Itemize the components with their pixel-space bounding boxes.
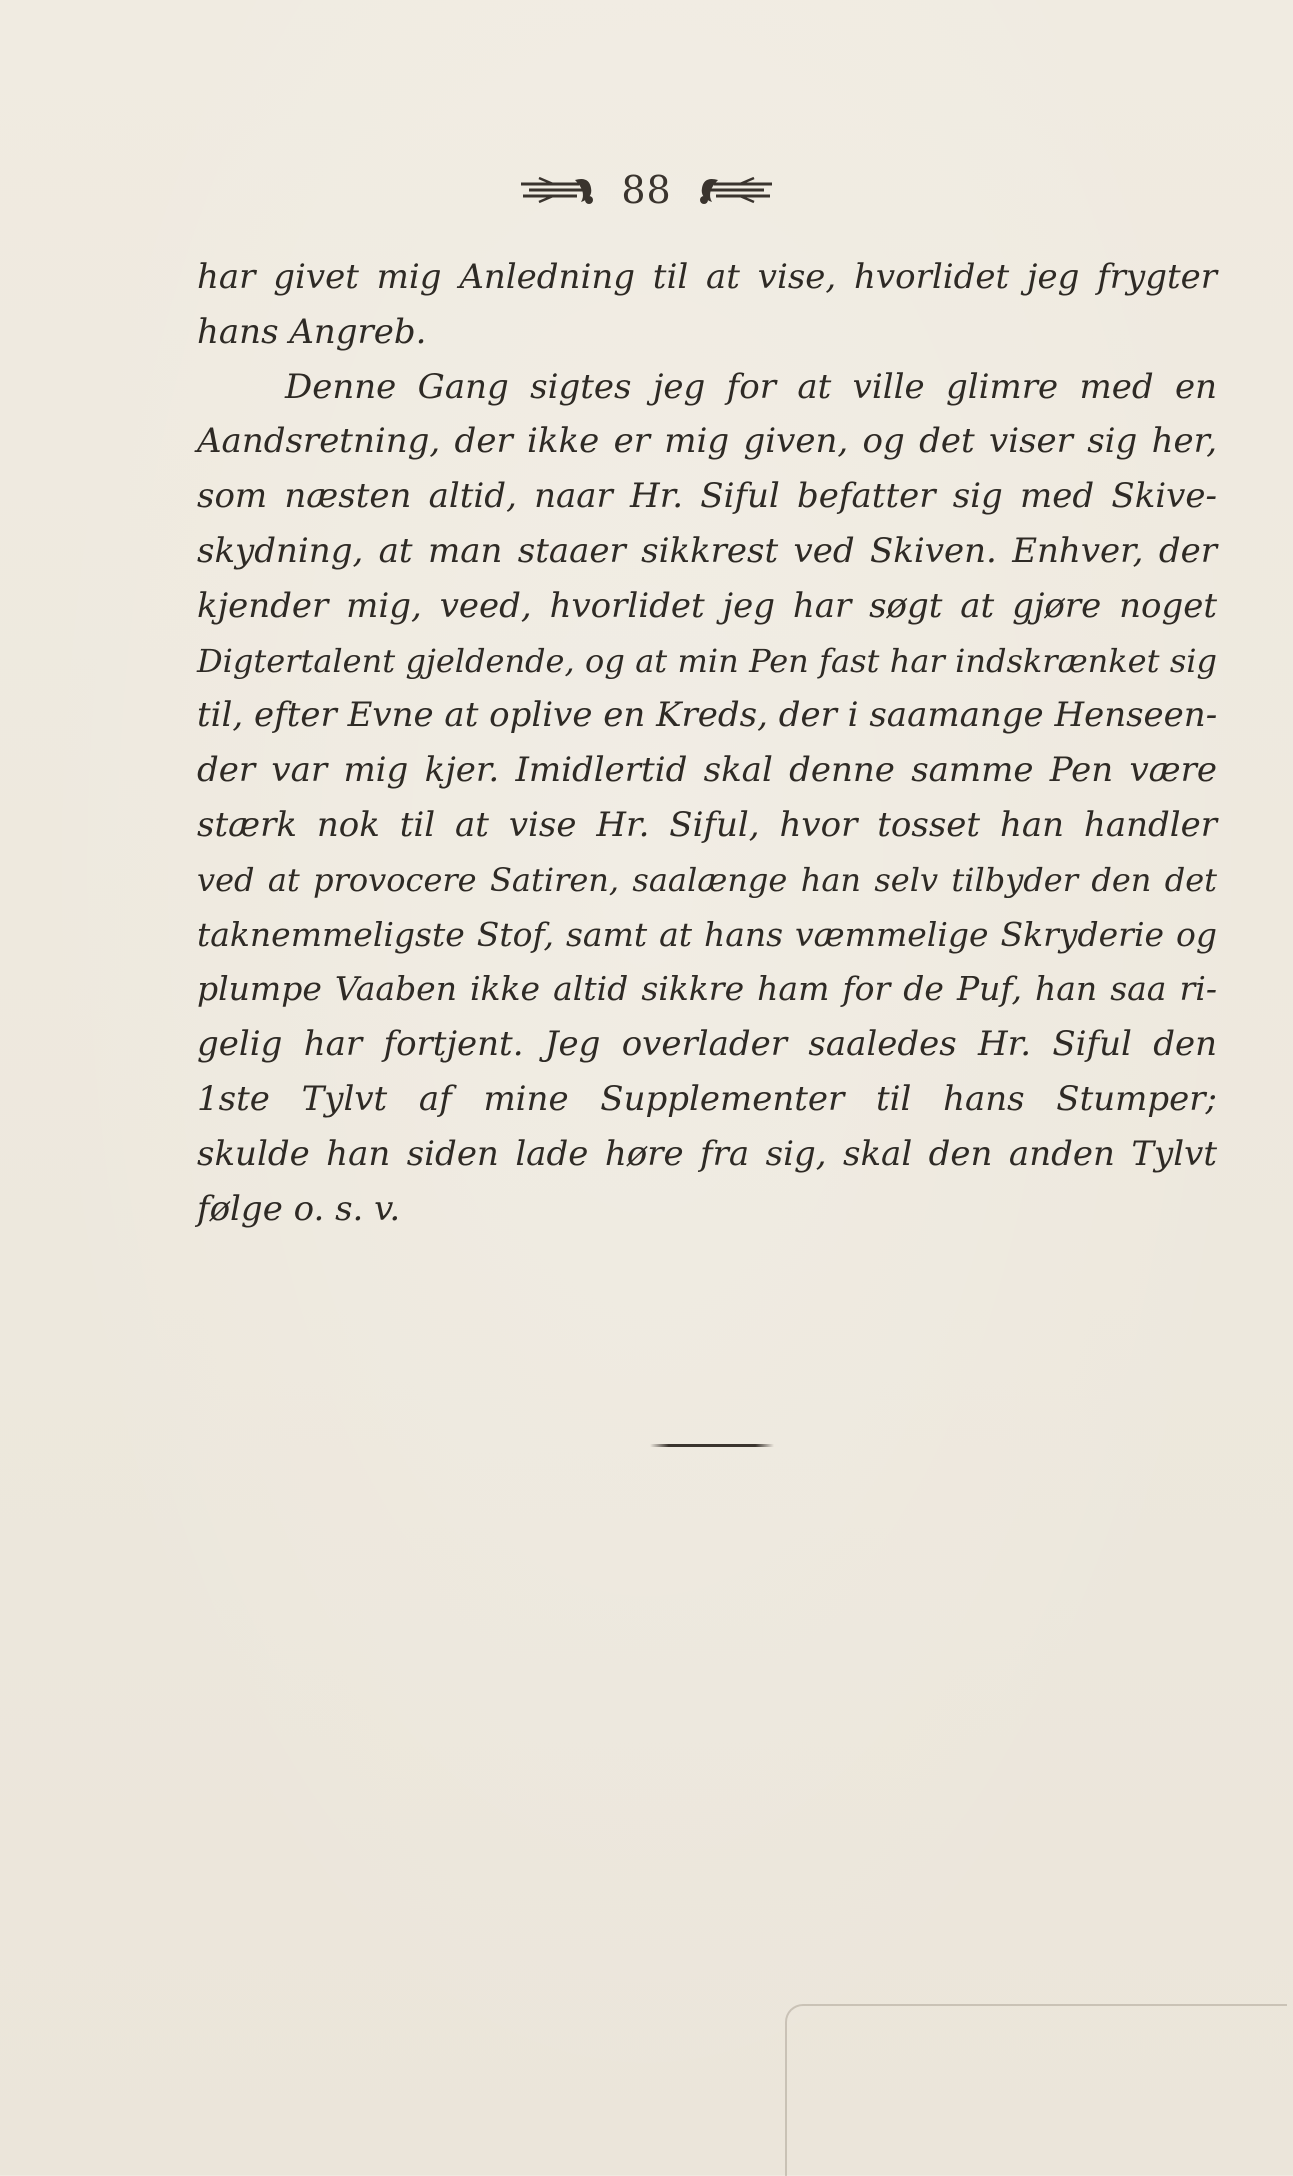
fleuron-left-icon	[519, 172, 599, 208]
fleuron-right-icon	[694, 172, 774, 208]
paper-stain	[785, 2004, 1287, 2176]
text-line: hans Angreb.	[197, 311, 427, 352]
text-line: ved at provocere Satiren, saalænge han selv tilbyder den det	[197, 860, 1217, 899]
text-line: Aandsretning, der ikke er mig given, og det viser sig her,	[197, 421, 1217, 462]
text-line: kjender mig, veed, hvorlidet jeg har søgt at gjøre noget	[197, 585, 1217, 626]
text-line: som næsten altid, naar Hr. Siful befatter sig med Skive-	[197, 476, 1217, 517]
text-line: skulde han siden lade høre fra sig, skal den anden Tylvt	[197, 1133, 1217, 1174]
text-line: der var mig kjer. Imidlertid skal denne samme Pen være	[197, 750, 1217, 791]
text-line: Digtertalent gjeldende, og at min Pen fast har indskrænket sig	[197, 641, 1217, 680]
text-line: skydning, at man staaer sikkrest ved Skiven. Enhver, der	[197, 530, 1217, 571]
page-number: 88	[621, 168, 672, 212]
text-line: taknemmeligste Stof, samt at hans væmmelige Skryderie og	[197, 914, 1217, 954]
body-text	[197, 250, 1217, 1236]
text-line: stærk nok til at vise Hr. Siful, hvor tosset han handler	[197, 804, 1217, 845]
text-line: til, efter Evne at oplive en Kreds, der i saamange Henseen-	[197, 695, 1218, 736]
page-header	[0, 160, 1293, 220]
text-line: gelig har fortjent. Jeg overlader saaledes Hr. Siful den	[197, 1024, 1217, 1065]
section-divider	[650, 1444, 774, 1447]
text-line: 1ste Tylvt af mine Supplementer til hans Stumper;	[197, 1078, 1217, 1119]
text-line: Denne Gang sigtes jeg for at ville glimre med en	[285, 366, 1217, 407]
text-line: har givet mig Anledning til at vise, hvorlidet jeg frygter	[197, 257, 1217, 297]
text-line: følge o. s. v.	[197, 1188, 401, 1229]
text-line: plumpe Vaaben ikke altid sikkre ham for de Puf, han saa ri-	[197, 969, 1217, 1009]
